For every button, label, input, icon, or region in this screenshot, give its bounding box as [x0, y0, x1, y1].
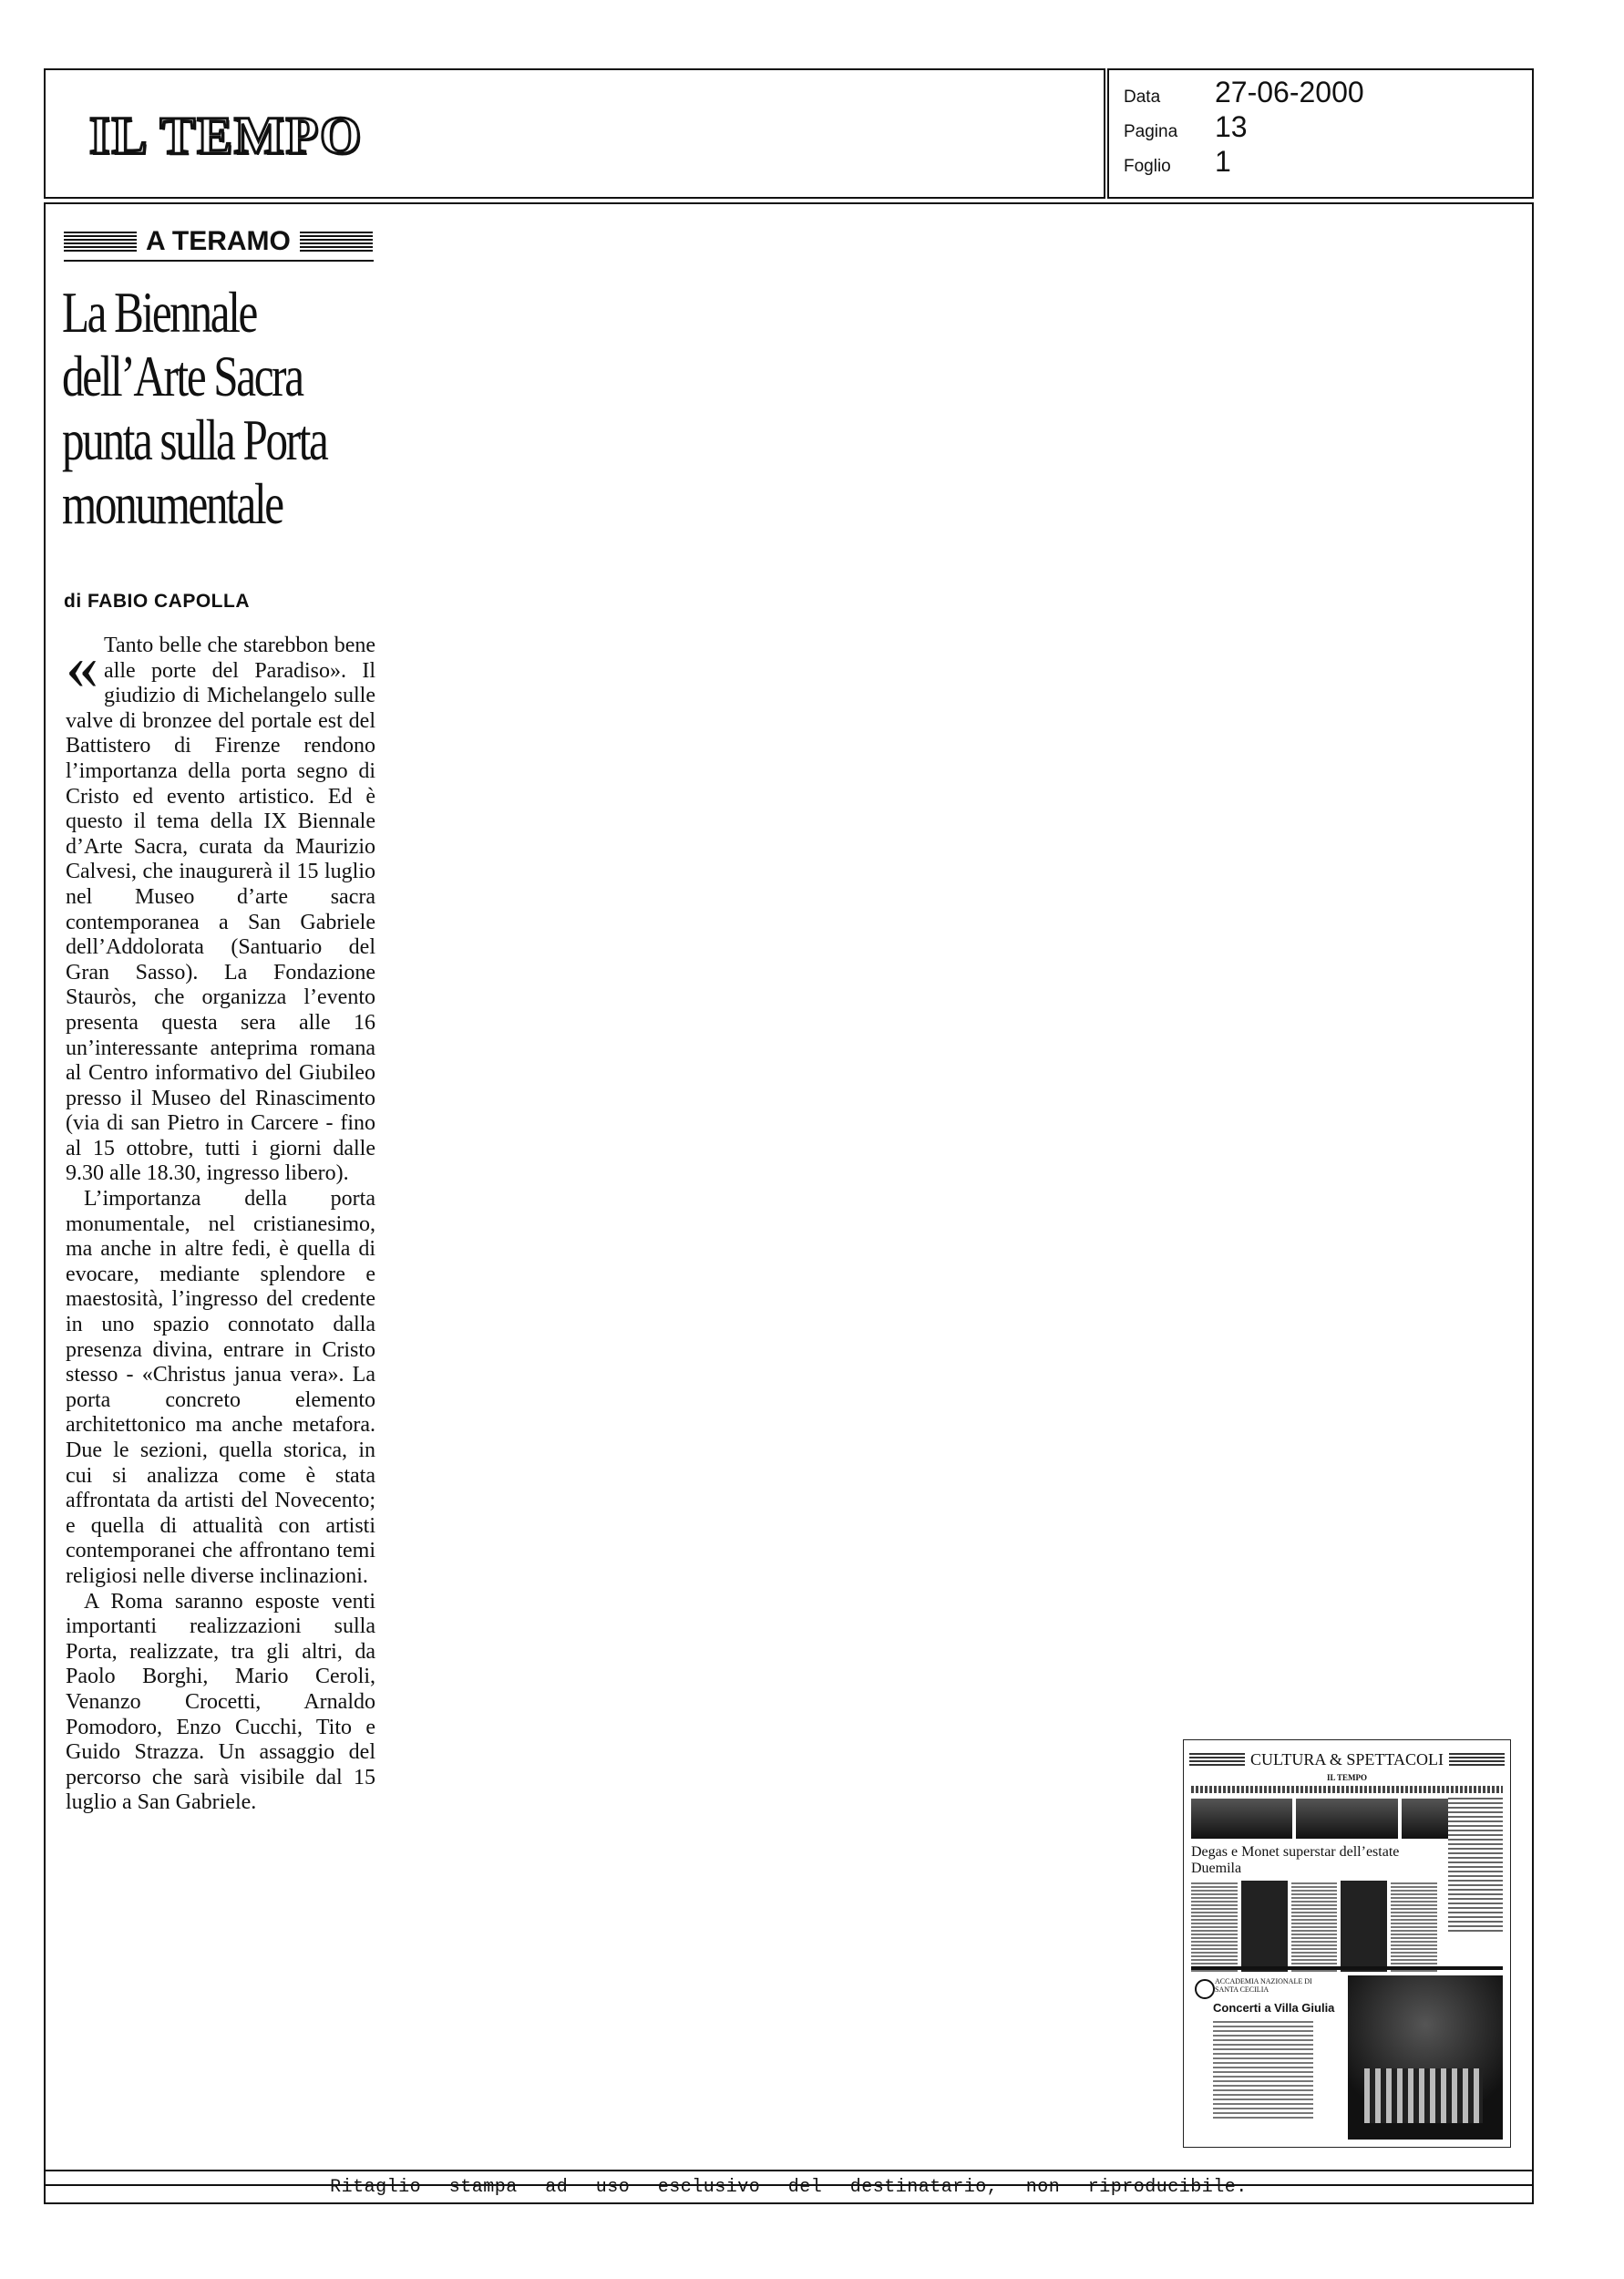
- sheet-row: [1124, 145, 1231, 179]
- ad-title: Concerti a Villa Giulia: [1213, 2001, 1335, 2015]
- thumbnail-photo: [1191, 1799, 1292, 1839]
- thumbnail-photo: [1341, 1881, 1387, 1972]
- thumbnail-section-title: CULTURA & SPETTACOLI: [1250, 1749, 1444, 1769]
- ad-organization: ACCADEMIA NAZIONALE DI SANTA CECILIA: [1215, 1977, 1312, 1994]
- villa-facade: [1364, 2068, 1483, 2123]
- page-label: Pagina: [1124, 122, 1178, 141]
- thumbnail-subline: [1191, 1786, 1503, 1793]
- page-thumbnail: [1183, 1739, 1511, 2148]
- thumbnail-photo: [1241, 1881, 1288, 1972]
- sheet-value: 1: [1215, 145, 1231, 178]
- article-byline: di FABIO CAPOLLA: [64, 591, 250, 612]
- opening-quote: «: [66, 630, 98, 703]
- ad-program-lines: [1213, 2018, 1313, 2119]
- kicker-label: A TERAMO: [146, 226, 291, 256]
- thumbnail-header: [1189, 1746, 1505, 1773]
- article-body: [66, 630, 375, 1816]
- article-paragraph: A Roma saranno esposte venti importanti realizzazioni sulla Porta, realizzate, tra gli altri, da Paolo Borghi, Mario Ceroli, Venanzo Crocetti, Arnaldo Pomodoro, Enzo Cucchi, Tito e Guido Strazza. Un assaggio del percorso che sarà visibile dal 15 luglio a San Gabriele.: [66, 1589, 375, 1815]
- thumbnail-text-column: [1391, 1881, 1437, 1972]
- thumbnail-bar-left: [1189, 1753, 1245, 1766]
- section-kicker: [64, 223, 374, 262]
- thumbnail-headline: Degas e Monet superstar dell’estate Duemila: [1191, 1844, 1400, 1876]
- thumbnail-bar-right: [1449, 1753, 1505, 1766]
- thumbnail-photo: [1296, 1799, 1397, 1839]
- thumbnail-side-column: [1448, 1795, 1503, 1932]
- thumbnail-advertisement: [1191, 1966, 1503, 2143]
- ad-villa-photo: [1348, 1975, 1503, 2140]
- date-value: 27-06-2000: [1215, 76, 1364, 108]
- kicker-bar-left: [64, 232, 137, 252]
- ad-text-block: [1191, 1977, 1337, 2138]
- article-headline: La Biennale dell’Arte Sacra punta sulla Porta monumentale: [62, 281, 327, 536]
- masthead-box: [44, 68, 1105, 199]
- newspaper-logo: IL TEMPO: [89, 106, 364, 165]
- date-label: Data: [1124, 88, 1161, 107]
- thumbnail-text-column: [1191, 1881, 1238, 1972]
- emblem-icon: [1195, 1979, 1215, 1999]
- sheet-label: Foglio: [1124, 157, 1171, 176]
- thumbnail-logo: IL TEMPO: [1326, 1773, 1368, 1782]
- date-row: [1124, 76, 1364, 109]
- clipping-info-box: [1107, 68, 1534, 199]
- page-row: [1124, 110, 1248, 144]
- footer-disclaimer: Ritaglio stampa ad uso esclusivo del destinatario, non riproducibile.: [330, 2176, 1248, 2198]
- thumbnail-columns: [1191, 1881, 1437, 1972]
- thumbnail-text-column: [1291, 1881, 1338, 1972]
- footer-box: [44, 2170, 1534, 2204]
- article-paragraph: « Tanto belle che starebbon bene alle porte del Paradiso». Il giudizio di Michelangelo sulle valve di bronzee del portale est del Battistero di Firenze rendono l’importanza della porta segno di Cristo ed evento artistico. Ed è questo il tema della IX Biennale d’Arte Sacra, curata da Maurizio Calvesi, che inaugurerà il 15 luglio nel Museo d’arte sacra contemporanea a San Gabriele dell’Addolorata (Santuario del Gran Sasso). La Fondazione Stauròs, che organizza l’evento presenta questa sera alle 16 un’interessante anteprima romana al Centro informativo del Giubileo presso il Museo del Rinascimento (via di san Pietro in Carcere - fino al 15 ottobre, tutti i giorni dalle 9.30 alle 18.30, ingresso libero).: [66, 630, 375, 1186]
- page-value: 13: [1215, 110, 1248, 143]
- kicker-bar-right: [300, 232, 373, 252]
- article-paragraph: L’importanza della porta monumentale, nel cristianesimo, ma anche in altre fedi, è quella di evocare, mediante splendore e maestosità, l’ingresso del credente in uno spazio connotato dalla presenza divina, entrare in Cristo stesso - «Christus janua vera». La porta concreto elemento architettonico ma anche metafora. Due le sezioni, quella storica, in cui si analizza come è stata affrontata da artisti del Novecento; e quella di attualità con artisti contemporanei che affrontano temi religiosi nelle diverse inclinazioni.: [66, 1187, 375, 1588]
